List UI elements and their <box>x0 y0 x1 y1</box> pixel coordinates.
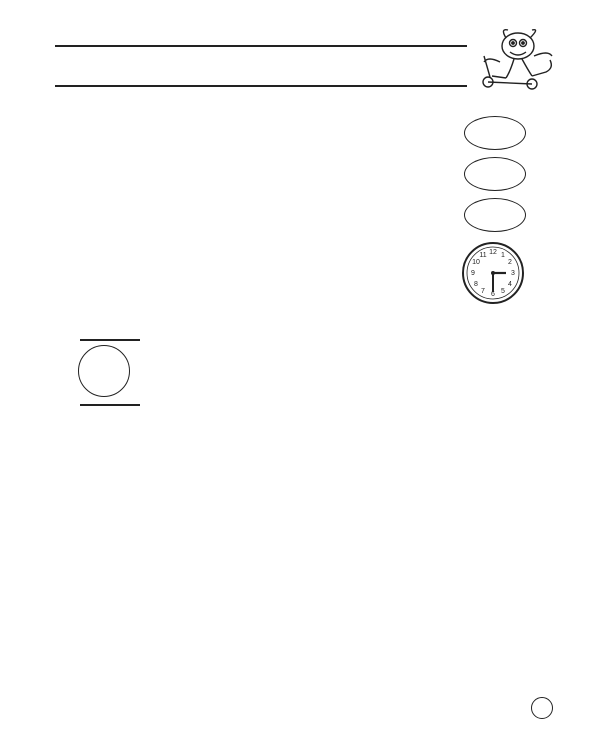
svg-text:4: 4 <box>508 281 512 288</box>
page-number <box>531 697 553 719</box>
svg-text:3: 3 <box>511 270 515 277</box>
svg-text:7: 7 <box>481 288 485 295</box>
ex1-heading <box>57 96 65 113</box>
title-rule-top <box>55 45 467 47</box>
ex5-heading <box>57 586 65 603</box>
svg-text:9: 9 <box>471 270 475 277</box>
ex2-heading <box>57 314 65 331</box>
svg-text:6: 6 <box>491 291 495 298</box>
svg-text:2: 2 <box>508 259 512 266</box>
svg-text:10: 10 <box>472 259 480 266</box>
ex4-heading <box>57 500 65 517</box>
ex3-heading <box>57 414 65 431</box>
svg-text:12: 12 <box>489 249 497 256</box>
mascot-icon <box>470 22 560 94</box>
ex2-line-top <box>80 339 140 341</box>
svg-text:5: 5 <box>501 288 505 295</box>
time-2min[interactable] <box>464 157 526 191</box>
time-3min[interactable] <box>464 198 526 232</box>
clock-icon <box>460 240 526 306</box>
time-1min[interactable] <box>464 116 526 150</box>
svg-text:11: 11 <box>479 252 487 259</box>
svg-text:8: 8 <box>474 281 478 288</box>
title-rule-bottom <box>55 85 467 87</box>
ex2-line-bottom <box>80 404 140 406</box>
svg-text:1: 1 <box>501 252 505 259</box>
divisor-circle <box>78 345 130 397</box>
